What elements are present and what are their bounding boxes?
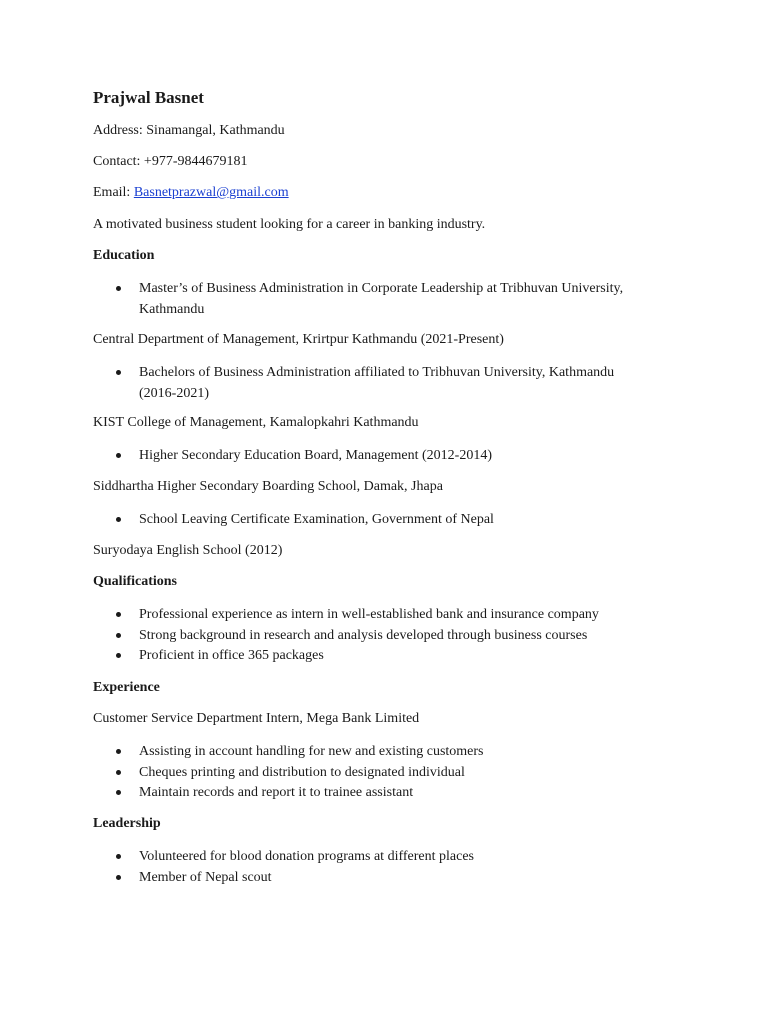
resume-name: Prajwal Basnet — [93, 88, 204, 107]
list-item: Professional experience as intern in well-established bank and insurance company — [93, 605, 653, 626]
education-list-bachelors — [93, 363, 653, 404]
education-list-masters — [93, 279, 653, 320]
qualifications-list — [93, 605, 653, 667]
list-item: Member of Nepal scout — [93, 868, 653, 889]
list-item: Proficient in office 365 packages — [93, 646, 653, 667]
email-line — [93, 184, 289, 202]
education-institution: KIST College of Management, Kamalopkahri Kathmandu — [93, 415, 419, 430]
experience-list — [93, 742, 653, 804]
experience-role: Customer Service Department Intern, Mega Bank Limited — [93, 711, 420, 726]
education-institution: Siddhartha Higher Secondary Boarding School, Damak, Jhapa — [93, 479, 443, 494]
education-list-slc — [93, 510, 653, 531]
summary-text: A motivated business student looking for a career in banking industry. — [93, 217, 486, 232]
leadership-heading: Leadership — [93, 816, 161, 831]
education-institution: Suryodaya English School (2012) — [93, 543, 283, 558]
email-label: Email: — [93, 185, 131, 200]
qualifications-heading: Qualifications — [93, 574, 178, 589]
leadership-list — [93, 847, 653, 888]
list-item: Master’s of Business Administration in Corporate Leadership at Tribhuvan University, Kathmandu — [93, 279, 653, 320]
list-item: Maintain records and report it to trainee assistant — [93, 783, 653, 804]
list-item: Bachelors of Business Administration affiliated to Tribhuvan University, Kathmandu (2016-2021) — [93, 363, 653, 404]
list-item: School Leaving Certificate Examination, Government of Nepal — [93, 510, 653, 531]
experience-heading: Experience — [93, 680, 160, 695]
address-line: Address: Sinamangal, Kathmandu — [93, 123, 285, 138]
education-list-higher-secondary — [93, 446, 653, 467]
education-institution: Central Department of Management, Krirtpur Kathmandu (2021-Present) — [93, 332, 504, 347]
contact-line: Contact: +977-9844679181 — [93, 154, 248, 169]
email-link[interactable]: Basnetprazwal@gmail.com — [133, 185, 289, 200]
list-item: Assisting in account handling for new and existing customers — [93, 742, 653, 763]
list-item: Volunteered for blood donation programs at different places — [93, 847, 653, 868]
list-item: Strong background in research and analysis developed through business courses — [93, 626, 653, 647]
education-heading: Education — [93, 248, 155, 263]
list-item: Higher Secondary Education Board, Management (2012-2014) — [93, 446, 653, 467]
list-item: Cheques printing and distribution to designated individual — [93, 763, 653, 784]
